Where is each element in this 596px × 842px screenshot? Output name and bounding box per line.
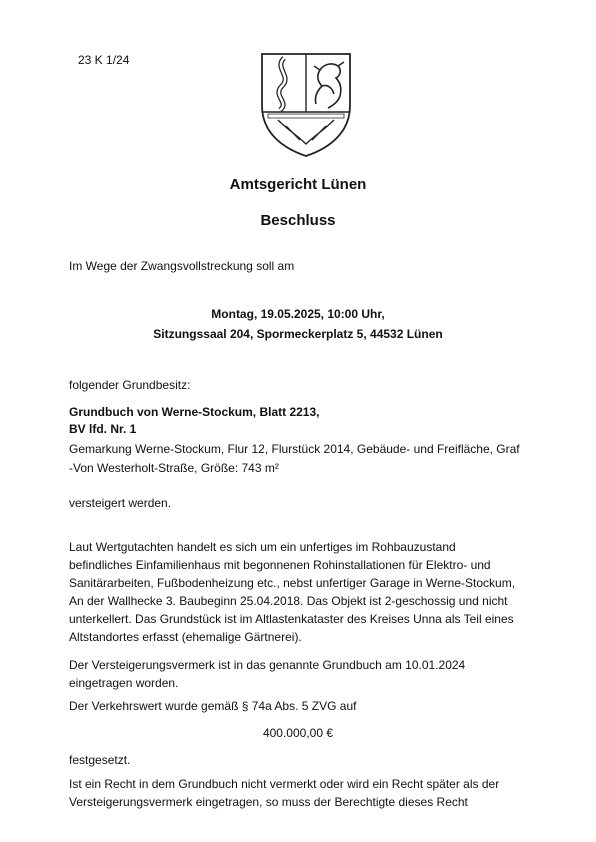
auction-text: versteigert werden. — [69, 496, 172, 510]
grundbuch-line-2: -Von Westerholt-Straße, Größe: 743 m² — [69, 461, 279, 475]
description-line: Altstandortes erfasst (ehemalige Gärtnerei). — [69, 630, 302, 644]
description-line: unterkellert. Das Grundstück ist im Altlastenkataster des Kreises Unna als Teil eines — [69, 612, 514, 626]
value-intro: Der Verkehrswert wurde gemäß § 74a Abs. 5 ZVG auf — [69, 699, 357, 713]
grundbuch-title: Grundbuch von Werne-Stockum, Blatt 2213, — [69, 405, 320, 419]
grundbuch-bv: BV lfd. Nr. 1 — [69, 422, 137, 436]
rights-line: Ist ein Recht in dem Grundbuch nicht vermerkt oder wird ein Recht später als der — [69, 777, 500, 791]
market-value: 400.000,00 € — [262, 726, 334, 740]
property-intro: folgender Grundbesitz: — [69, 378, 191, 392]
vermerk-paragraph — [69, 656, 529, 692]
description-line: Laut Wertgutachten handelt es sich um ein unfertiges im Rohbauzustand — [69, 540, 456, 554]
rights-paragraph — [69, 775, 529, 811]
case-number: 23 K 1/24 — [78, 53, 130, 67]
document-type: Beschluss — [260, 212, 336, 229]
value-outro: festgesetzt. — [69, 753, 131, 767]
court-name: Amtsgericht Lünen — [229, 176, 367, 193]
rights-line: Versteigerungsvermerk eingetragen, so muss der Berechtigte dieses Recht — [69, 795, 468, 809]
vermerk-line: eingetragen worden. — [69, 676, 179, 690]
vermerk-line: Der Versteigerungsvermerk ist in das genannte Grundbuch am 10.01.2024 — [69, 658, 466, 672]
coat-of-arms-emblem — [258, 52, 354, 158]
description-paragraph — [69, 538, 529, 646]
hearing-date: Montag, 19.05.2025, 10:00 Uhr, — [211, 307, 385, 321]
description-line: Sanitärarbeiten, Fußbodenheizung etc., nebst unfertiger Garage in Werne-Stockum, — [69, 576, 516, 590]
intro-text: Im Wege der Zwangsvollstreckung soll am — [69, 259, 295, 273]
description-line: An der Wallhecke 3. Baubeginn 25.04.2018. Das Objekt ist 2-geschossig und nicht — [69, 594, 508, 608]
hearing-location: Sitzungssaal 204, Spormeckerplatz 5, 44532 Lünen — [153, 327, 443, 341]
grundbuch-line-1: Gemarkung Werne-Stockum, Flur 12, Flurstück 2014, Gebäude- und Freifläche, Graf — [69, 442, 520, 456]
description-line: befindliches Einfamilienhaus mit begonnenen Rohinstallationen für Elektro- und — [69, 558, 491, 572]
